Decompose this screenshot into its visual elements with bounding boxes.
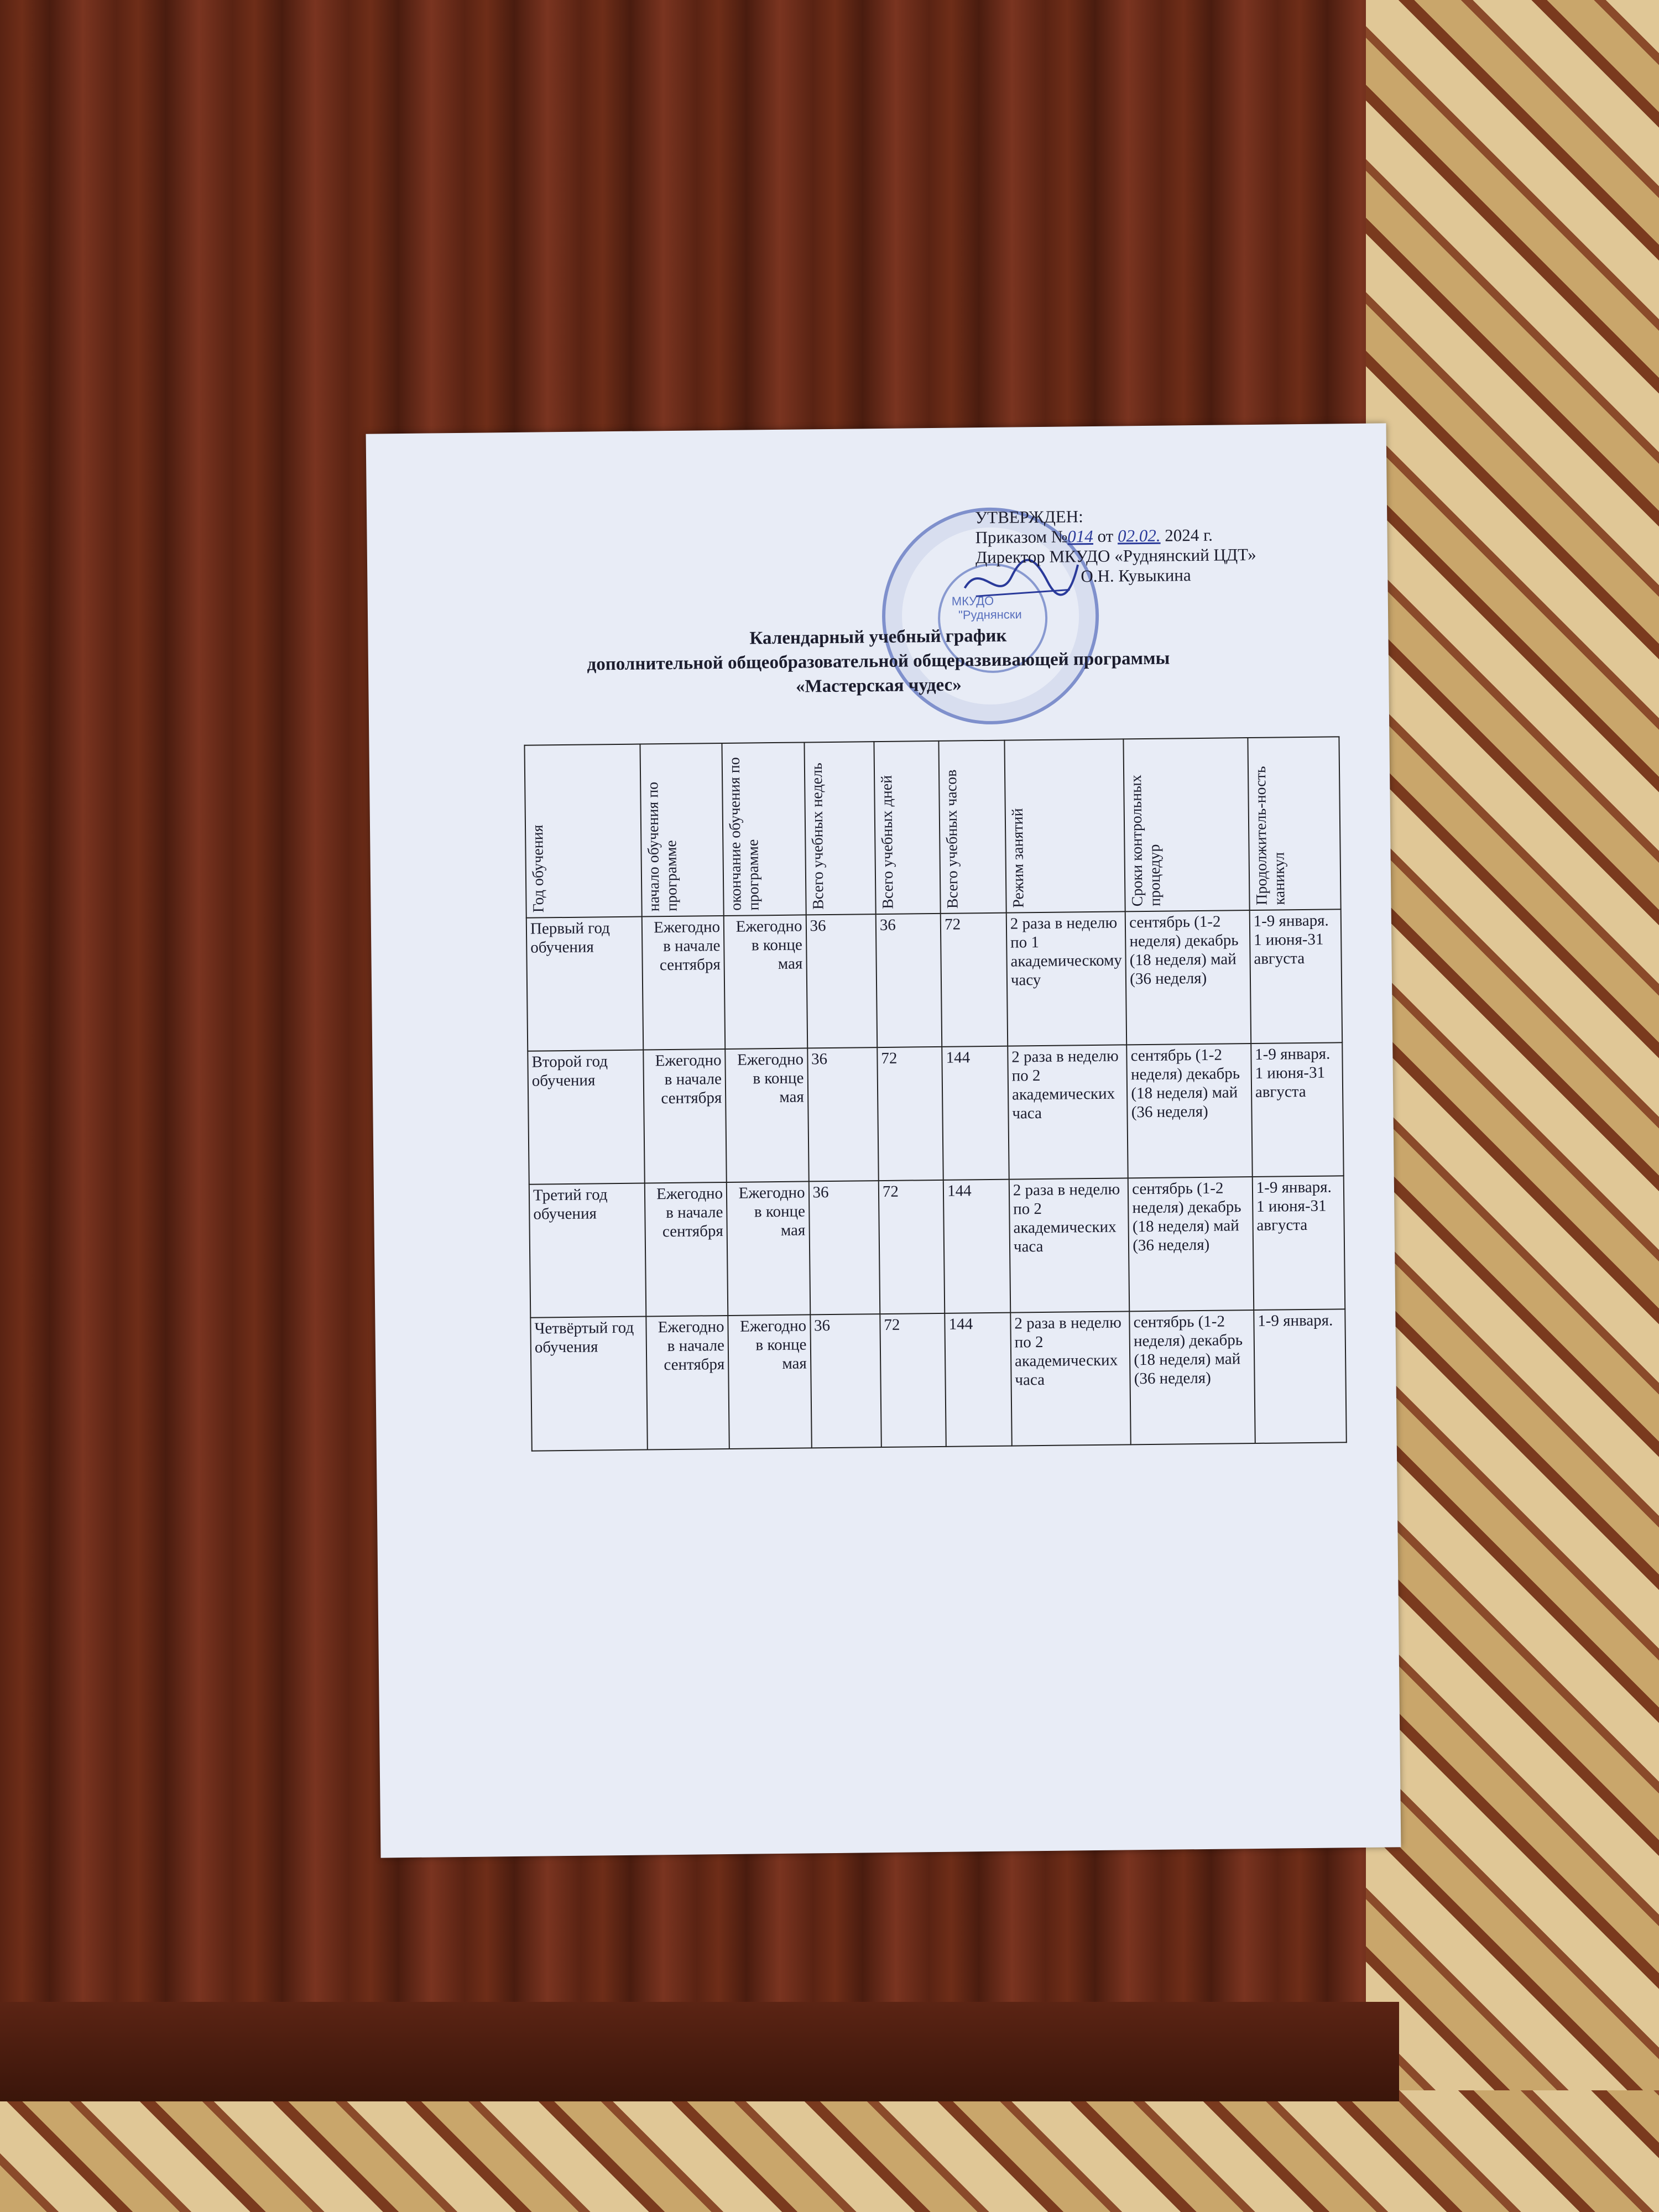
title-line-2: дополнительной общеобразовательной общеразвивающей программы: [587, 648, 1170, 675]
cell-start: Ежегодно в начале сентября: [646, 1316, 729, 1450]
header-cell: [939, 740, 1006, 914]
stamp-text-1: МКУДО: [951, 593, 994, 608]
cell-end: Ежегодно в конце мая: [728, 1314, 811, 1449]
parquet-floor: [1366, 0, 1659, 2212]
cell-days: 72: [880, 1313, 946, 1447]
cell-control: сентябрь (1-2 неделя) декабрь (18 неделя) май (36 неделя): [1128, 1177, 1254, 1311]
cell-year: Третий год обучения: [529, 1183, 646, 1318]
header-cell: [874, 741, 941, 914]
approval-block: [975, 504, 1374, 588]
document-title: [368, 619, 1389, 703]
header-year: Год обучения: [529, 825, 547, 913]
cell-holidays: 1-9 января. 1 июня-31 августа: [1253, 1176, 1345, 1310]
table-header-row: [524, 737, 1340, 917]
header-end: окончание обучения по программе: [726, 757, 763, 911]
cell-holidays: 1-9 января. 1 июня-31 августа: [1249, 909, 1342, 1044]
cell-hours: 144: [945, 1313, 1011, 1447]
schedule-table: [524, 736, 1347, 1451]
cell-end: Ежегодно в конце мая: [724, 915, 807, 1049]
cell-year: Первый год обучения: [526, 917, 643, 1051]
cell-weeks: 36: [806, 914, 877, 1048]
cell-mode: 2 раза в неделю по 2 академических часа: [1008, 1045, 1128, 1179]
cell-end: Ежегодно в конце мая: [727, 1181, 810, 1316]
cell-year: Четвёртый год обучения: [530, 1317, 647, 1451]
cell-end: Ежегодно в конце мая: [725, 1048, 808, 1182]
approval-director-name: О.Н. Кувыкина: [1081, 565, 1191, 586]
header-mode: Режим занятий: [1009, 808, 1027, 908]
order-date: 02.02.: [1117, 525, 1161, 546]
cell-start: Ежегодно в начале сентября: [641, 916, 725, 1050]
header-cell: [1248, 737, 1340, 910]
cell-control: сентябрь (1-2 неделя) декабрь (18 неделя) май (36 неделя): [1129, 1310, 1255, 1444]
cell-days: 72: [879, 1180, 945, 1314]
stamp-text-2: "Руднянски: [958, 607, 1022, 622]
header-cell: [1124, 738, 1250, 911]
cell-start: Ежегодно в начале сентября: [644, 1182, 728, 1317]
header-control: Сроки контрольных процедур: [1128, 774, 1164, 907]
header-cell: [640, 743, 724, 917]
header-cell: [804, 742, 876, 915]
parquet-floor-bottom: [0, 2090, 1659, 2212]
cell-hours: 144: [943, 1180, 1010, 1313]
order-year: 2024 г.: [1165, 525, 1213, 545]
cell-hours: 72: [941, 913, 1008, 1047]
header-hours: Всего учебных часов: [943, 769, 962, 909]
cell-days: 36: [876, 914, 942, 1047]
table-row: [528, 1042, 1343, 1184]
cell-start: Ежегодно в начале сентября: [643, 1049, 727, 1183]
table-row: [530, 1309, 1346, 1451]
cell-control: сентябрь (1-2 неделя) декабрь (18 неделя) май (36 неделя): [1125, 910, 1251, 1045]
header-days: Всего учебных дней: [878, 775, 897, 910]
title-line-3: «Мастерская чудес»: [795, 675, 962, 697]
cell-holidays: 1-9 января.: [1254, 1309, 1347, 1443]
cell-mode: 2 раза в неделю по 1 академическому часу: [1006, 911, 1127, 1046]
cell-weeks: 36: [808, 1181, 880, 1314]
title-line-1: Календарный учебный график: [749, 625, 1007, 649]
cell-mode: 2 раза в неделю по 2 академических часа: [1010, 1311, 1131, 1446]
cell-holidays: 1-9 января. 1 июня-31 августа: [1251, 1042, 1344, 1177]
order-number: 014: [1067, 526, 1094, 546]
approval-heading: УТВЕРЖДЕН:: [975, 507, 1083, 528]
desk-edge: [0, 2002, 1399, 2101]
cell-weeks: 36: [807, 1047, 879, 1181]
approval-director-title: Директор МКУДО «Руднянский ЦДТ»: [975, 544, 1256, 567]
cell-weeks: 36: [810, 1314, 881, 1448]
header-cell: [722, 742, 806, 916]
cell-mode: 2 раза в неделю по 2 академических часа: [1009, 1178, 1130, 1312]
table-row: [526, 909, 1342, 1051]
document-sheet: [366, 423, 1401, 1858]
header-cell: [524, 744, 641, 918]
header-cell: [1004, 739, 1125, 912]
cell-days: 72: [877, 1047, 943, 1181]
header-weeks: Всего учебных недель: [808, 763, 827, 910]
cell-hours: 144: [942, 1046, 1009, 1180]
order-from: от: [1097, 526, 1114, 546]
header-holidays: Продолжитель-ность каникул: [1251, 766, 1288, 905]
table-row: [529, 1176, 1345, 1317]
cell-control: сентябрь (1-2 неделя) декабрь (18 неделя) май (36 неделя): [1126, 1044, 1252, 1178]
header-start: начало обучения по программе: [644, 781, 681, 912]
order-prefix: Приказом №: [975, 526, 1068, 547]
cell-year: Второй год обучения: [528, 1050, 644, 1185]
